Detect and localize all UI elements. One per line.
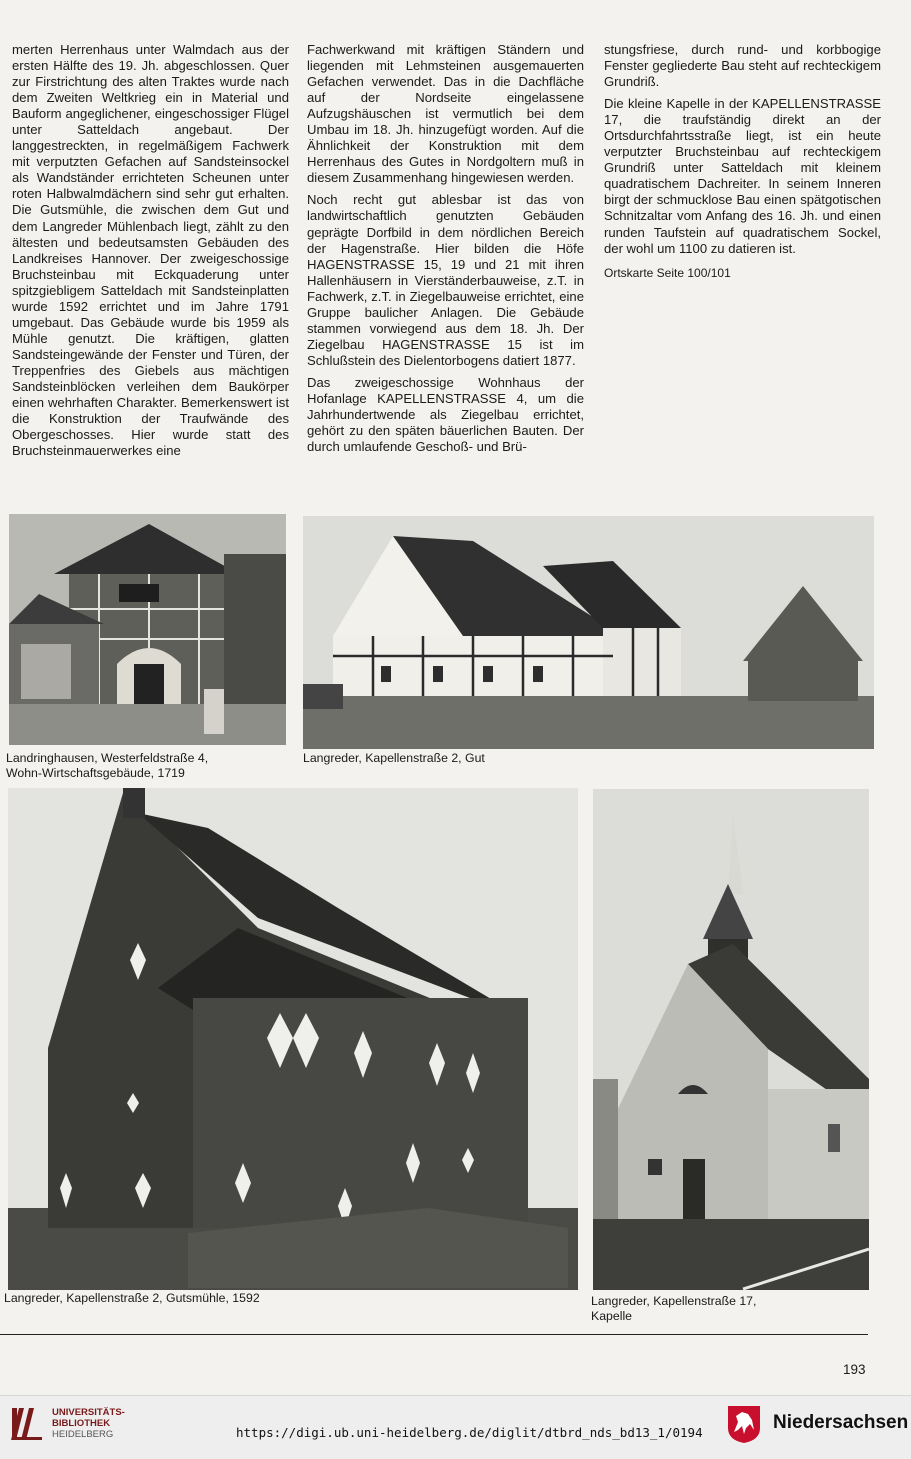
- text-column-3: [604, 42, 881, 281]
- viewer-footer: [0, 1395, 911, 1459]
- niedersachsen-horse-crest-icon: [726, 1404, 762, 1444]
- paragraph: Die kleine Kapelle in der KAPELLENSTRASSE 17, die traufständig direkt an der Ortsdurchfahrtsstraße liegt, ist ein heute verputzter Bruchsteinbau auf rechteckigem Grundriß unter Satteldach mit kleinem quadratischem Dachreiter. In seinem Inneren birgt der schmucklose Bau einen spätgotischen Schnitzaltar vom Anfang des 16. Jh. und einen runden Taufstein auf quadratischem Sockel, der wohl um 1100 zu datieren ist.: [604, 96, 881, 256]
- photo-gut-langreder: [303, 516, 874, 749]
- photo-caption: Langreder, Kapellenstraße 2, Gut: [303, 751, 485, 765]
- paragraph: merten Herrenhaus unter Walmdach aus der ersten Hälfte des 19. Jh. abgeschlossen. Quer zur Firstrichtung des alten Traktes wurde nach dem Zweiten Weltkrieg ein in Material und Bauform angeglichener, eingeschossiger Flügel unter Satteldach angebaut. Der langgestreckten, in regelmäßigem Fachwerk mit verputzten Gefachen auf Sandsteinsockel als Wandständer errichteten Scheunen unter roten Halbwalmdächern sind sehr gut erhalten. Die Gutsmühle, die zwischen dem Gut und dem Langreder Mühlenbach liegt, zählt zu den ältesten und bedeutsamsten Gebäuden des Landkreises Hannover. Der zweigeschossige Bruchsteinbau mit Eckquaderung unter spitzgiebligem Satteldach mit Sandsteinplatten wurde 1592 errichtet und im Jahre 1791 umgebaut. Das Gebäude wurde bis 1959 als Mühle genutzt. Die kräftigen, glatten Sandsteingewände der Fenster und Türen, der Treppenfries des Giebels aus mächtigen Sandsteinblöcken verleihen dem Baukörper einen wehrhaften Charakter. Bemerkenswert ist die Konstruktion der Traufwände des Obergeschosses. Hier wurde statt des Bruchsteinmauerwerkes eine: [12, 42, 289, 459]
- niedersachsen-label: Niedersachsen: [773, 1412, 909, 1433]
- university-library-name[interactable]: UNIVERSITÄTS- BIBLIOTHEK HEIDELBERG: [52, 1407, 125, 1440]
- text-column-2: [307, 42, 584, 461]
- footer-rule: [0, 1334, 868, 1335]
- paragraph: Das zweigeschossige Wohnhaus der Hofanlage KAPELLENSTRASSE 4, um die Jahrhundertwende als Ziegelbau errichtet, gehört zu den späten bäuerlichen Bauten. Der durch umlaufende Geschoß- und Brü-: [307, 374, 584, 455]
- university-library-logo-icon[interactable]: [10, 1404, 46, 1444]
- photo-kapelle: [593, 789, 869, 1290]
- text-column-1: [12, 42, 289, 465]
- page-number: 193: [843, 1362, 866, 1377]
- map-reference: Ortskarte Seite 100/101: [604, 265, 731, 280]
- photo-caption: Langreder, Kapellenstraße 2, Gutsmühle, 1592: [4, 1291, 260, 1305]
- document-url-link[interactable]: https://digi.ub.uni-heidelberg.de/diglit/dtbrd_nds_bd13_1/0194: [236, 1425, 703, 1440]
- paragraph: Fachwerkwand mit kräftigen Ständern und liegenden mit Lehmsteinen ausgemauerten Gefachen verwendet. Das in die Dachfläche auf der Nordseite eingelassene Aufzugshäuschen ist vermutlich bei dem Umbau im 18. Jh. hinzugefügt worden. Auf die Ähnlichkeit der Konstruktion mit dem Herrenhaus des Gutes in Nordgoltern muß in diesem Zusammenhang hingewiesen werden.: [307, 42, 584, 186]
- photo-caption: Langreder, Kapellenstraße 17, Kapelle: [591, 1294, 757, 1323]
- photo-farmhouse-landringhausen: [9, 514, 286, 745]
- photo-caption: Landringhausen, Westerfeldstraße 4, Wohn-Wirtschaftsgebäude, 1719: [6, 751, 209, 780]
- photo-gutsmuehle: [8, 788, 578, 1290]
- paragraph: Noch recht gut ablesbar ist das von landwirtschaftlich genutzten Gebäuden geprägte Dorfbild in dem nördlichen Bereich der Hagenstraße. Hier bilden die Höfe HAGENSTRASSE 15, 19 und 21 mit ihren Hallenhäusern in Vierständerbauweise, z.T. in Fachwerk, z.T. in Ziegelbauweise errichtet, eine Gruppe baulicher Anlagen. Die Gebäude stammen vorwiegend aus dem 18. Jh. Der Ziegelbau HAGENSTRASSE 15 ist im Schlußstein des Dielentorbogens datiert 1877.: [307, 192, 584, 368]
- paragraph: stungsfriese, durch rund- und korbbogige Fenster gegliederte Bau steht auf rechteckigem Grundriß.: [604, 42, 881, 90]
